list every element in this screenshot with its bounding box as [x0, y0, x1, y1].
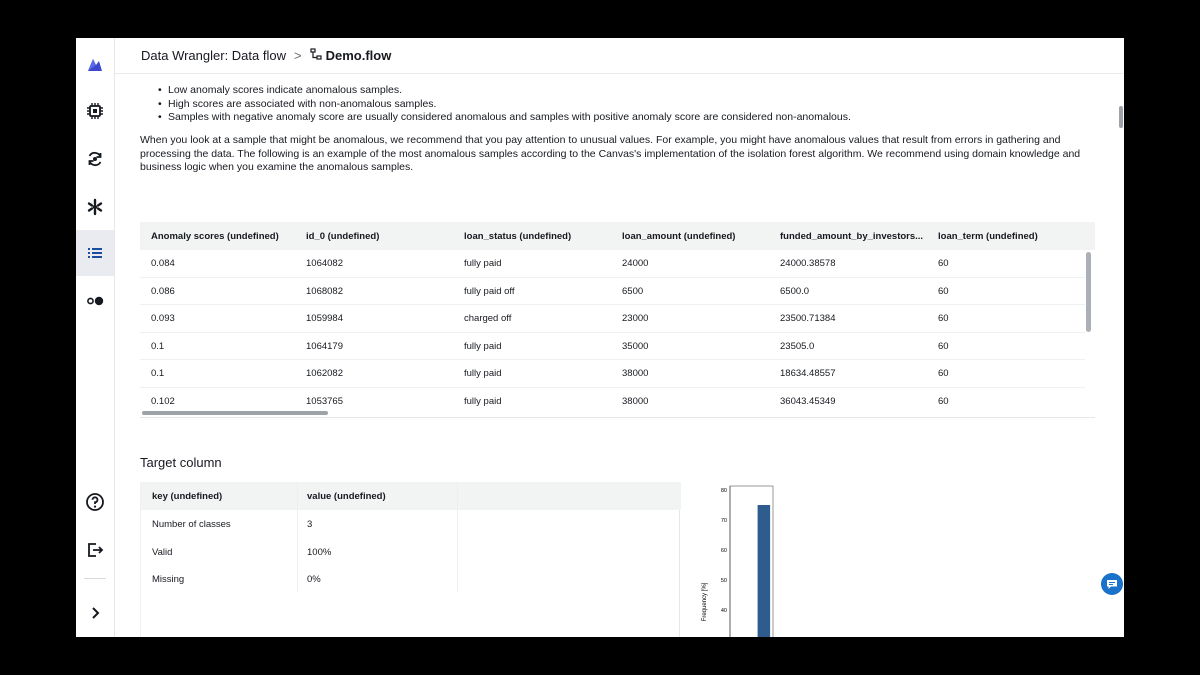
note-item: • High scores are associated with non-anomalous samples. — [158, 98, 851, 112]
table-cell: 0.084 — [151, 258, 175, 269]
table-cell: Valid — [152, 546, 173, 558]
page-scrollbar[interactable] — [1119, 106, 1123, 128]
column-header[interactable]: key (undefined) — [152, 491, 223, 502]
table-header — [140, 222, 1095, 250]
breadcrumb-current: Demo.flow — [325, 48, 392, 63]
table-cell: 6500 — [622, 285, 644, 297]
anomaly-samples-table — [140, 222, 1095, 418]
table-cell: 100% — [307, 546, 332, 558]
table-row — [140, 250, 1085, 278]
table-vertical-scrollbar[interactable] — [1086, 252, 1091, 332]
histogram-ylabel: Frequency [%] — [702, 582, 708, 622]
table-row — [141, 538, 681, 566]
table-cell: 0.093 — [151, 313, 175, 324]
histogram-y-tick: 50 — [720, 578, 727, 584]
histogram-y-tick: 80 — [720, 488, 727, 494]
table-cell: 1064179 — [306, 340, 343, 352]
app-frame — [76, 38, 1124, 637]
histogram-y-tick: 60 — [720, 548, 727, 554]
histogram-bar — [758, 505, 771, 637]
table-cell: Number of classes — [152, 519, 231, 530]
flow-icon — [310, 48, 322, 63]
chat-icon — [1106, 579, 1118, 590]
table-cell: 23000 — [622, 313, 649, 324]
main-content — [140, 74, 1100, 637]
table-cell: 23505.0 — [780, 340, 815, 352]
table-cell: 60 — [938, 285, 949, 297]
table-cell: 1064082 — [306, 258, 343, 269]
column-header[interactable]: id_0 (undefined) — [306, 231, 380, 242]
table-cell: 60 — [938, 258, 949, 269]
table-row — [140, 360, 1085, 388]
table-cell: 35000 — [622, 340, 649, 352]
breadcrumb-root[interactable]: Data Wrangler: Data flow — [141, 48, 286, 63]
table-cell: 38000 — [622, 395, 649, 407]
target-column-heading: Target column — [140, 455, 222, 470]
table-cell: 3 — [307, 519, 313, 530]
table-cell: 24000 — [622, 258, 649, 269]
table-header — [141, 482, 681, 510]
table-cell: 0.1 — [151, 368, 165, 379]
breadcrumb-separator: > — [294, 48, 302, 63]
column-header[interactable]: value (undefined) — [307, 491, 386, 502]
table-cell: 18634.48557 — [780, 368, 836, 379]
table-cell: fully paid — [464, 395, 502, 407]
column-header[interactable]: Anomaly scores (undefined) — [151, 231, 279, 242]
table-cell: 60 — [938, 368, 949, 379]
table-cell: 0% — [307, 574, 321, 585]
breadcrumb — [115, 38, 1124, 74]
chip-icon[interactable] — [83, 99, 107, 123]
table-cell: charged off — [464, 313, 512, 324]
toggle-icon[interactable] — [83, 289, 107, 313]
histogram-y-tick: 40 — [720, 608, 727, 614]
table-cell: 0.1 — [151, 340, 165, 352]
column-header[interactable]: funded_amount_by_investors... — [780, 231, 924, 242]
signout-icon[interactable] — [83, 538, 107, 562]
table-row — [140, 333, 1085, 361]
rail-divider — [114, 38, 115, 637]
sync-icon[interactable] — [83, 147, 107, 171]
table-cell: fully paid — [464, 340, 502, 352]
table-cell: 23500.71384 — [780, 313, 836, 324]
logo-icon[interactable] — [83, 53, 107, 77]
table-cell: 60 — [938, 395, 949, 407]
table-cell: 0.102 — [151, 395, 175, 407]
table-cell: fully paid — [464, 368, 502, 379]
left-rail — [76, 38, 114, 637]
histogram-y-tick: 70 — [720, 518, 727, 524]
help-icon[interactable] — [83, 490, 107, 514]
table-cell: fully paid off — [464, 285, 515, 297]
table-row — [141, 510, 681, 538]
histogram-bars — [731, 505, 770, 637]
table-cell: 38000 — [622, 368, 649, 379]
table-cell: 6500.0 — [780, 285, 810, 297]
note-item: • Low anomaly scores indicate anomalous samples. — [158, 84, 851, 98]
table-cell: 1068082 — [306, 285, 343, 297]
table-horizontal-scrollbar[interactable] — [142, 411, 328, 415]
column-header[interactable]: loan_term (undefined) — [938, 231, 1038, 242]
target-column-table — [140, 482, 680, 637]
column-header[interactable]: loan_amount (undefined) — [622, 231, 736, 242]
target-histogram — [700, 480, 780, 637]
table-cell: 1062082 — [306, 368, 343, 379]
table-cell: fully paid — [464, 258, 502, 269]
asterisk-icon[interactable] — [83, 195, 107, 219]
expand-icon[interactable] — [83, 601, 107, 625]
table-cell: 1059984 — [306, 313, 343, 324]
table-row — [141, 565, 681, 593]
table-cell: 0.086 — [151, 285, 175, 297]
table-row — [140, 305, 1085, 333]
table-row — [140, 278, 1085, 306]
rail-separator — [84, 578, 106, 579]
anomaly-description: When you look at a sample that might be anomalous, we recommend that you pay attention to unusual values. For example, you might have anomalous values that result from errors in gathering and processing the data. The following is an example of the most anomalous samples according to the Canvas's implementation of the isolation forest algorithm. We recommend using domain knowledge and business logic when you examine the anomalous samples. — [140, 134, 1081, 173]
table-cell: 60 — [938, 340, 949, 352]
table-cell: Missing — [152, 574, 185, 585]
table-cell: 1053765 — [306, 395, 343, 407]
anomaly-notes — [158, 84, 851, 125]
list-icon[interactable] — [83, 241, 107, 265]
table-cell: 36043.45349 — [780, 395, 836, 407]
chat-button[interactable] — [1101, 573, 1123, 595]
table-cell: 60 — [938, 313, 949, 324]
column-header[interactable]: loan_status (undefined) — [464, 231, 572, 242]
table-cell: 24000.38578 — [780, 258, 836, 269]
note-item: • Samples with negative anomaly score are usually considered anomalous and samples with positive anomaly score are considered non-anomalous. — [158, 111, 851, 125]
